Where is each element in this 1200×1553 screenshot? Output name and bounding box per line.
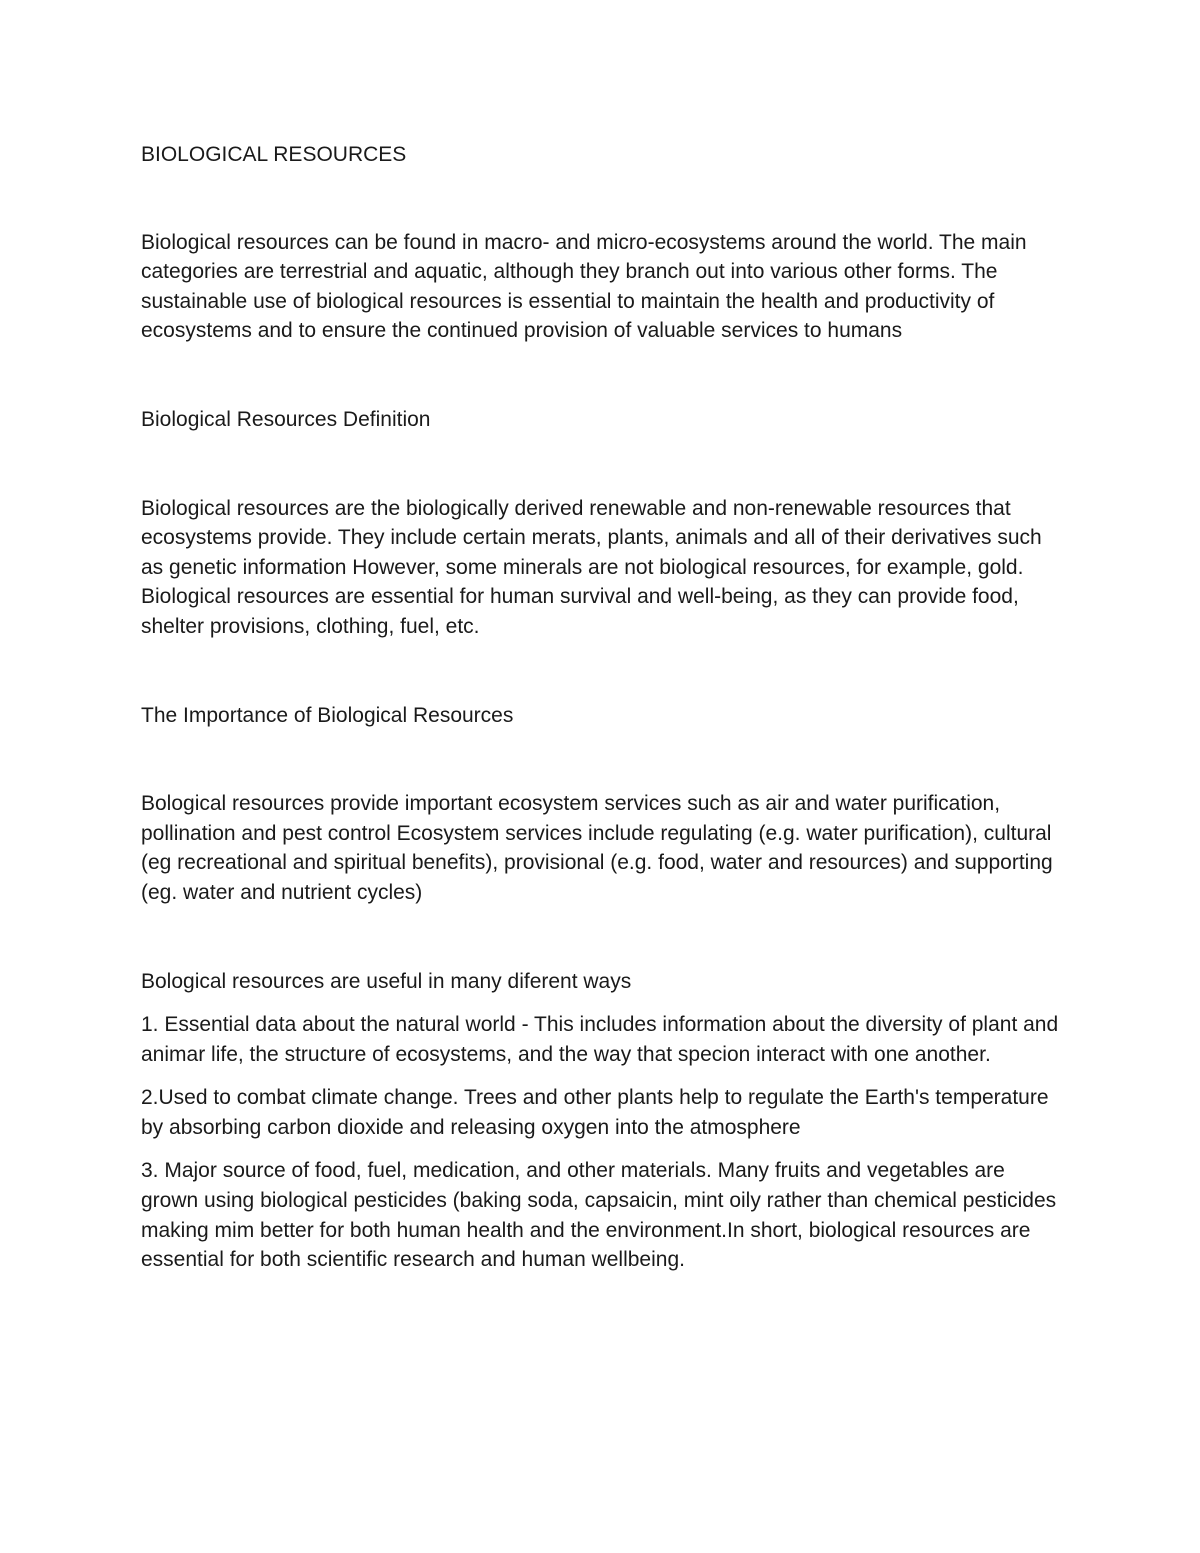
uses-list-item-2: 2.Used to combat climate change. Trees and other plants help to regulate the Earth's temperature by absorbing carbon dioxide and releasing oxygen into the atmosphere xyxy=(141,1086,1049,1139)
definition-heading: Biological Resources Definition xyxy=(141,407,431,431)
importance-paragraph: Bological resources provide important ecosystem services such as air and water purification, pollination and pest control Ecosystem services include regulating (e.g. water purification), cultural (eg recreational and spiritual benefits), provisional (e.g. food, water and resources) and supporting (eg. water and nutrient cycles) xyxy=(141,792,1053,904)
importance-heading: The Importance of Biological Resources xyxy=(141,703,514,727)
document-title: BIOLOGICAL RESOURCES xyxy=(141,143,407,166)
definition-paragraph: Biological resources are the biologically derived renewable and non-renewable resources that ecosystems provide. They include certain merats, plants, animals and all of their derivatives such as genetic information However, some minerals are not biological resources, for example, gold. Biological resources are essential for human survival and well-being, as they can provide food, shelter provisions, clothing, fuel, etc. xyxy=(141,496,1042,638)
intro-paragraph: Biological resources can be found in macro- and micro-ecosystems around the world. The main categories are terrestrial and aquatic, although they branch out into various other forms. The sustainable use of biological resources is essential to maintain the health and productivity of ecosystems and to ensure the continued provision of valuable services to humans xyxy=(141,230,1027,343)
uses-list-item-1: 1. Essential data about the natural world - This includes information about the diversity of plant and animar life, the structure of ecosystems, and the way that specion interact with one another. xyxy=(141,1013,1059,1066)
document-page xyxy=(141,140,1061,1289)
uses-heading: Bological resources are useful in many diferent ways xyxy=(141,969,632,993)
uses-list-item-3: 3. Major source of food, fuel, medication, and other materials. Many fruits and vegetables are grown using biological pesticides (baking soda, capsaicin, mint oily rather than chemical pesticides making mim better for both human health and the environment.In short, biological resources are essential for both scientific research and human wellbeing. xyxy=(141,1159,1057,1272)
